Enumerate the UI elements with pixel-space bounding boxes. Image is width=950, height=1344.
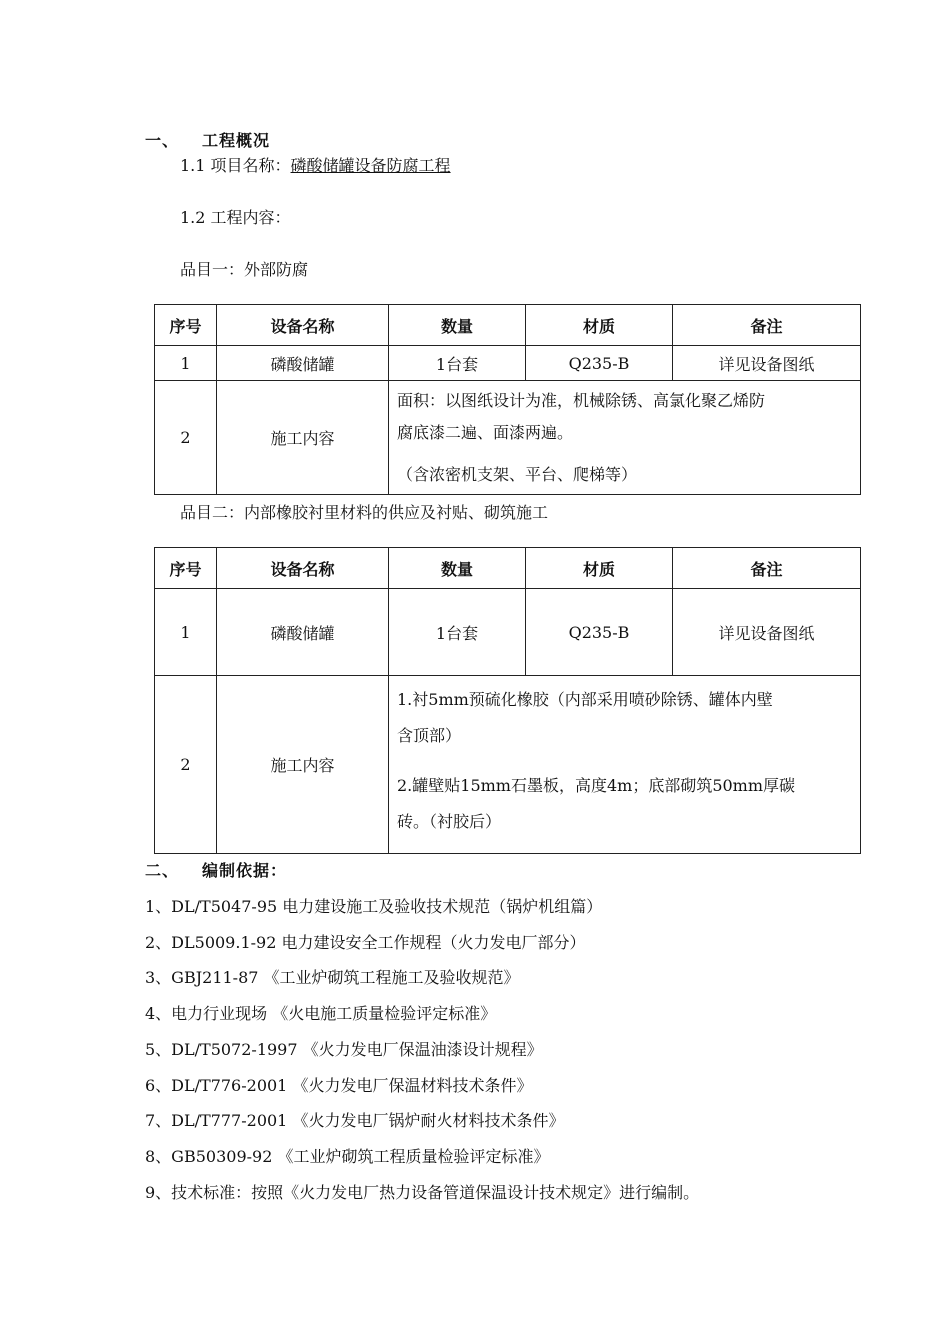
cell-no: 1 — [155, 589, 217, 676]
list-item: 8、GB50309-92 《工业炉砌筑工程质量检验评定标准》 — [145, 1147, 550, 1166]
header-material: 材质 — [526, 305, 673, 346]
description-line: 腐底漆二遍、面漆两遍。 — [397, 423, 574, 442]
table-row — [155, 381, 861, 495]
cell-name: 磷酸储罐 — [217, 346, 389, 381]
table-row — [155, 676, 861, 854]
project-name-line — [180, 153, 451, 176]
header-no: 序号 — [155, 548, 217, 589]
section-1-title: 工程概况 — [202, 131, 271, 150]
header-note: 备注 — [673, 305, 861, 346]
item-2-title: 品目二：内部橡胶衬里材料的供应及衬贴、砌筑施工 — [180, 503, 549, 522]
project-name-label: 1.1 项目名称： — [180, 156, 291, 175]
list-item: 5、DL/T5072-1997 《火力发电厂保温油漆设计规程》 — [145, 1040, 543, 1059]
section-1-heading — [145, 128, 270, 151]
cell-material: Q235-B — [526, 346, 673, 381]
cell-no: 2 — [155, 381, 217, 495]
cell-work-description — [389, 676, 861, 854]
cell-note: 详见设备图纸 — [673, 346, 861, 381]
cell-qty: 1台套 — [389, 589, 526, 676]
item-1-title: 品目一：外部防腐 — [180, 260, 309, 279]
cell-work-description — [389, 381, 861, 495]
header-quantity: 数量 — [389, 305, 526, 346]
section-2-title: 编制依据： — [202, 861, 288, 880]
cell-no: 1 — [155, 346, 217, 381]
header-equipment-name: 设备名称 — [217, 305, 389, 346]
project-name-value: 磷酸储罐设备防腐工程 — [290, 156, 451, 175]
cell-no: 2 — [155, 676, 217, 854]
cell-note: 详见设备图纸 — [673, 589, 861, 676]
header-quantity: 数量 — [389, 548, 526, 589]
cell-qty: 1台套 — [389, 346, 526, 381]
header-equipment-name: 设备名称 — [217, 548, 389, 589]
table-item-1 — [154, 304, 861, 495]
cell-name: 磷酸储罐 — [217, 589, 389, 676]
section-2-number: 二、 — [145, 861, 180, 880]
list-item: 9、技术标准：按照《火力发电厂热力设备管道保温设计技术规定》进行编制。 — [145, 1183, 700, 1202]
description-line: 面积：以图纸设计为准，机械除锈、高氯化聚乙烯防 — [397, 391, 766, 410]
list-item: 1、DL/T5047-95 电力建设施工及验收技术规范（锅炉机组篇） — [145, 897, 603, 916]
header-material: 材质 — [526, 548, 673, 589]
list-item: 7、DL/T777-2001 《火力发电厂锅炉耐火材料技术条件》 — [145, 1111, 565, 1130]
list-item: 4、电力行业现场 《火电施工质量检验评定标准》 — [145, 1004, 497, 1023]
cell-name: 施工内容 — [217, 381, 389, 495]
section-1-number: 一、 — [145, 131, 180, 150]
work-content-label: 1.2 工程内容： — [180, 208, 291, 227]
table-item-2 — [154, 547, 861, 854]
table-header-row — [155, 548, 861, 589]
table-row — [155, 346, 861, 381]
description-line: 含顶部） — [397, 726, 462, 745]
header-note: 备注 — [673, 548, 861, 589]
description-line: 1.衬5mm预硫化橡胶（内部采用喷砂除锈、罐体内壁 — [397, 690, 773, 709]
cell-material: Q235-B — [526, 589, 673, 676]
description-line: （含浓密机支架、平台、爬梯等） — [397, 465, 638, 484]
list-item: 3、GBJ211-87 《工业炉砌筑工程施工及验收规范》 — [145, 968, 520, 987]
description-line: 砖。（衬胶后） — [397, 812, 502, 831]
description-line: 2.罐壁贴15mm石墨板，高度4m；底部砌筑50mm厚碳 — [397, 776, 796, 795]
section-2-heading — [145, 858, 287, 881]
list-item: 6、DL/T776-2001 《火力发电厂保温材料技术条件》 — [145, 1076, 533, 1095]
cell-name: 施工内容 — [217, 676, 389, 854]
table-header-row — [155, 305, 861, 346]
table-row — [155, 589, 861, 676]
header-no: 序号 — [155, 305, 217, 346]
list-item: 2、DL5009.1-92 电力建设安全工作规程（火力发电厂部分） — [145, 933, 586, 952]
